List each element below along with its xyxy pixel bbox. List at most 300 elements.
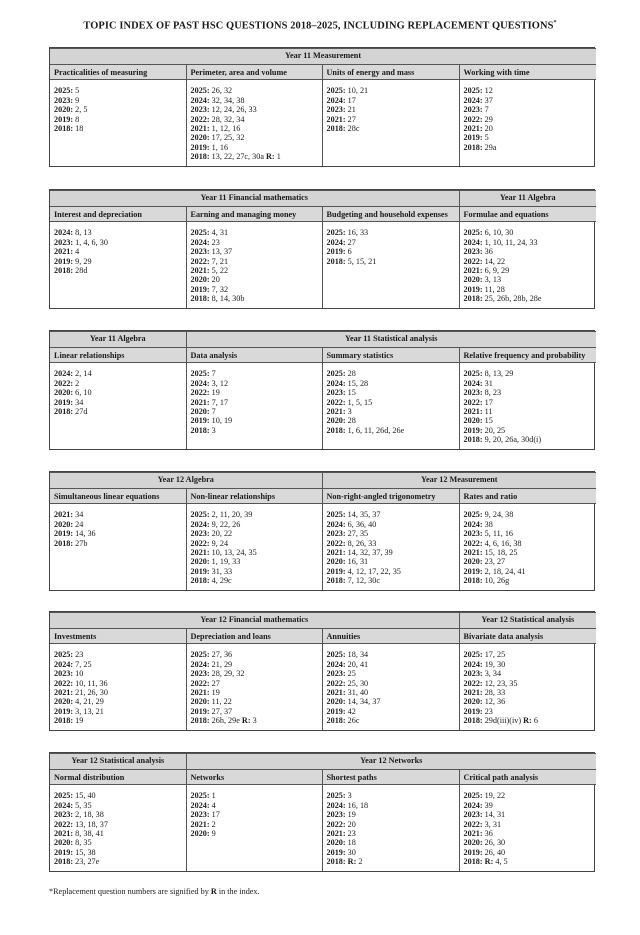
year-entry — [464, 426, 593, 435]
year-label: 2024: — [326, 95, 346, 105]
year-entry — [54, 105, 182, 114]
year-label: 2025: — [463, 369, 483, 379]
year-entry — [54, 801, 182, 810]
question-numbers: 36 — [484, 829, 493, 839]
section-header: Year 12 Statistical analysis — [50, 754, 186, 770]
year-label: 2019: — [326, 566, 346, 576]
year-entry — [327, 838, 455, 847]
year-entry — [54, 379, 182, 388]
question-numbers: 4 — [75, 247, 80, 257]
year-label: 2025: — [190, 228, 210, 238]
question-numbers: 20 — [347, 819, 356, 829]
year-entry — [191, 133, 318, 142]
topic-header: Budgeting and household expenses — [322, 207, 459, 222]
year-label: 2019: — [463, 284, 483, 294]
year-label: 2019: — [326, 706, 346, 716]
year-label: 2019: — [190, 142, 210, 152]
year-entry — [327, 398, 455, 407]
year-entry — [464, 567, 593, 576]
question-list — [186, 644, 322, 730]
year-entry — [464, 510, 593, 519]
year-label: 2020: — [54, 838, 74, 848]
question-numbers: 12 — [484, 86, 493, 96]
year-entry — [54, 510, 182, 519]
question-numbers: 4, 29c — [211, 576, 232, 586]
replacement-label: R: — [523, 716, 532, 726]
year-label: 2020: — [190, 697, 210, 707]
question-numbers: 6 — [533, 716, 538, 726]
question-numbers: 20, 22 — [211, 529, 233, 539]
question-numbers: 2, 5 — [75, 105, 88, 115]
question-numbers: 26c — [347, 716, 360, 726]
year-label: 2023: — [54, 237, 74, 247]
topic-header: Linear relationships — [50, 348, 186, 363]
year-entry — [327, 529, 455, 538]
question-numbers: 31 — [484, 378, 493, 388]
year-entry — [191, 266, 318, 275]
footnote — [49, 887, 260, 896]
year-label: 2021: — [190, 688, 210, 698]
year-entry — [191, 660, 318, 669]
year-label: 2019: — [326, 847, 346, 857]
topic-table — [50, 48, 596, 166]
question-numbers: 23 — [75, 650, 84, 660]
year-label: 2022: — [190, 114, 210, 124]
question-list — [50, 644, 186, 730]
year-label: 2022: — [326, 397, 346, 407]
topic-header: Interest and depreciation — [50, 207, 186, 222]
year-entry — [54, 398, 182, 407]
question-numbers: 2, 14 — [75, 369, 92, 379]
year-label: 2025: — [190, 369, 210, 379]
year-label: 2019: — [54, 397, 74, 407]
year-label: 2024: — [463, 800, 483, 810]
question-numbers: 4, 31 — [211, 228, 229, 238]
question-list — [50, 363, 186, 449]
year-entry — [464, 679, 593, 688]
question-numbers: 28, 33 — [484, 688, 506, 698]
year-label: 2025: — [326, 86, 346, 96]
year-entry — [191, 294, 318, 303]
question-numbers: 10, 11, 36 — [75, 678, 108, 688]
question-numbers: 25, 26b, 28b, 28e — [484, 294, 542, 304]
question-numbers: 4, 6, 16, 38 — [484, 538, 522, 548]
question-list — [186, 504, 322, 590]
footnote-text-end: in the index. — [216, 887, 260, 896]
question-numbers: 28 — [347, 416, 356, 426]
year-entry — [464, 801, 593, 810]
year-entry — [327, 810, 455, 819]
topic-header: Normal distribution — [50, 770, 186, 785]
year-label: 2025: — [463, 86, 483, 96]
year-label: 2019: — [326, 247, 346, 257]
year-label: 2023: — [326, 105, 346, 115]
year-label: 2024: — [326, 659, 346, 669]
year-label: 2023: — [326, 810, 346, 820]
year-label: 2023: — [54, 669, 74, 679]
question-numbers: 15, 38 — [75, 847, 96, 857]
question-numbers: 28d — [75, 266, 88, 276]
year-entry — [464, 810, 593, 819]
question-numbers: 12, 36 — [484, 697, 506, 707]
year-label: 2022: — [326, 819, 346, 829]
year-entry — [327, 247, 455, 256]
year-entry — [464, 435, 593, 444]
year-label: 2019: — [54, 256, 74, 266]
question-numbers: 1, 12, 16 — [211, 124, 241, 134]
question-numbers: 3, 12 — [211, 378, 229, 388]
year-entry — [191, 679, 318, 688]
year-entry — [191, 688, 318, 697]
year-label: 2019: — [190, 284, 210, 294]
question-numbers: 26, 30 — [484, 838, 506, 848]
year-entry — [464, 520, 593, 529]
question-numbers: 14, 31 — [484, 810, 506, 820]
question-numbers: 27d — [75, 407, 88, 417]
year-entry — [191, 557, 318, 566]
year-label: 2019: — [463, 706, 483, 716]
year-entry — [327, 650, 455, 659]
question-numbers: 16, 31 — [347, 557, 369, 567]
topic-block — [49, 47, 595, 167]
year-label: 2024: — [463, 237, 483, 247]
year-label: 2018: — [54, 857, 74, 867]
year-entry — [464, 857, 593, 866]
question-numbers: 4, 21, 29 — [75, 697, 104, 707]
question-numbers: 14, 34, 37 — [347, 697, 381, 707]
page-title — [0, 20, 640, 31]
year-label: 2020: — [463, 275, 483, 285]
year-entry — [464, 650, 593, 659]
year-entry — [464, 548, 593, 557]
replacement-label: R: — [347, 857, 357, 867]
year-entry — [54, 660, 182, 669]
year-label: 2018: — [190, 716, 210, 726]
question-numbers: 27, 35 — [347, 529, 369, 539]
year-entry — [464, 697, 593, 706]
year-entry — [191, 829, 318, 838]
year-label: 2020: — [463, 838, 483, 848]
year-label: 2020: — [54, 388, 74, 398]
question-numbers: 19 — [75, 716, 84, 726]
year-entry — [464, 688, 593, 697]
question-numbers: 14, 35, 37 — [347, 510, 381, 520]
year-label: 2023: — [326, 388, 346, 398]
year-label: 2021: — [190, 819, 210, 829]
question-numbers: 8, 35 — [75, 838, 92, 848]
question-numbers: 8, 13, 29 — [484, 369, 514, 379]
year-entry — [327, 829, 455, 838]
section-header: Year 12 Statistical analysis — [459, 613, 596, 629]
year-entry — [191, 576, 318, 585]
question-numbers: 27 — [347, 237, 356, 247]
year-label: 2020: — [190, 829, 210, 839]
year-label: 2019: — [54, 706, 74, 716]
question-numbers: 7, 25 — [75, 659, 92, 669]
year-label: 2020: — [326, 416, 346, 426]
question-numbers: 23 — [211, 237, 220, 247]
question-numbers: 21, 26, 30 — [75, 688, 108, 698]
question-numbers: 4 — [211, 800, 216, 810]
year-entry — [327, 539, 455, 548]
question-numbers: 27 — [347, 114, 356, 124]
year-label: 2020: — [190, 407, 210, 417]
question-numbers: 2 — [211, 819, 216, 829]
question-numbers: 31, 40 — [347, 688, 369, 698]
question-numbers: 8, 26, 33 — [347, 538, 377, 548]
question-numbers: 1, 19, 33 — [211, 557, 241, 567]
year-label: 2018: — [54, 266, 74, 276]
year-label: 2025: — [463, 228, 483, 238]
topic-header: Networks — [186, 770, 322, 785]
question-numbers: 7 — [211, 407, 216, 417]
topic-header: Units of energy and mass — [322, 65, 459, 80]
year-label: 2021: — [190, 266, 210, 276]
year-label: 2024: — [54, 369, 74, 379]
year-label: 2024: — [463, 95, 483, 105]
question-numbers: 16, 18 — [347, 800, 369, 810]
year-entry — [54, 529, 182, 538]
year-entry — [54, 688, 182, 697]
year-entry — [327, 688, 455, 697]
question-numbers: 27, 37 — [211, 706, 233, 716]
year-label: 2018: — [326, 124, 346, 134]
question-numbers: 7 — [211, 369, 216, 379]
year-label: 2024: — [190, 378, 210, 388]
year-label: 2022: — [463, 397, 483, 407]
year-entry — [191, 416, 318, 425]
footnote-text: *Replacement question numbers are signified by — [49, 887, 211, 896]
year-label: 2022: — [54, 678, 74, 688]
year-entry — [191, 650, 318, 659]
year-entry — [327, 86, 455, 95]
year-label: 2018: — [54, 538, 74, 548]
year-label: 2018: — [190, 576, 210, 586]
year-label: 2019: — [190, 416, 210, 426]
question-numbers: 27b — [75, 538, 88, 548]
question-numbers: 10 — [75, 669, 84, 679]
question-numbers: 3 — [211, 425, 216, 435]
year-label: 2021: — [326, 407, 346, 417]
year-entry — [327, 369, 455, 378]
year-entry — [327, 707, 455, 716]
question-numbers: 6 — [347, 247, 352, 257]
question-numbers: 15, 18, 25 — [484, 548, 518, 558]
year-entry — [54, 520, 182, 529]
question-numbers: 16, 33 — [347, 228, 369, 238]
year-label: 2024: — [463, 519, 483, 529]
topic-header: Data analysis — [186, 348, 322, 363]
year-label: 2018: — [463, 576, 483, 586]
topic-table — [50, 753, 596, 871]
year-label: 2019: — [54, 529, 74, 539]
year-entry — [327, 238, 455, 247]
section-header: Year 12 Measurement — [322, 473, 596, 489]
year-entry — [327, 848, 455, 857]
year-label: 2020: — [463, 557, 483, 567]
year-label: 2025: — [190, 650, 210, 660]
year-entry — [191, 810, 318, 819]
year-label: 2025: — [463, 650, 483, 660]
question-numbers: 19 — [347, 810, 356, 820]
year-entry — [54, 96, 182, 105]
year-entry — [327, 124, 455, 133]
year-label: 2023: — [463, 247, 483, 257]
question-numbers: 26h, 29e — [211, 716, 240, 726]
question-numbers: 17 — [484, 397, 493, 407]
question-numbers: 15 — [347, 388, 356, 398]
question-numbers: 17 — [347, 95, 356, 105]
year-label: 2023: — [326, 529, 346, 539]
question-numbers: 15 — [484, 416, 493, 426]
question-numbers: 3, 31 — [484, 819, 502, 829]
question-numbers: 10, 21 — [347, 86, 369, 96]
question-list — [322, 80, 459, 166]
question-list — [459, 222, 596, 308]
year-entry — [327, 679, 455, 688]
year-label: 2025: — [326, 510, 346, 520]
question-numbers: 25 — [347, 669, 356, 679]
title-footnote-mark: * — [553, 20, 557, 26]
year-entry — [327, 379, 455, 388]
year-label: 2020: — [463, 697, 483, 707]
year-entry — [54, 679, 182, 688]
question-numbers: 20 — [211, 275, 220, 285]
year-label: 2022: — [190, 678, 210, 688]
replacement-label: R: — [484, 857, 494, 867]
question-numbers: 7, 32 — [211, 284, 229, 294]
year-label: 2024: — [54, 228, 74, 238]
question-numbers: 3 — [347, 407, 352, 417]
question-numbers: 42 — [347, 706, 356, 716]
year-entry — [464, 133, 593, 142]
question-list — [459, 80, 596, 166]
year-label: 2019: — [463, 425, 483, 435]
question-numbers: 13, 18, 37 — [75, 819, 108, 829]
question-numbers: 19, 22 — [484, 791, 506, 801]
question-numbers: 29d(iii)(iv) — [484, 716, 522, 726]
year-entry — [464, 791, 593, 800]
year-entry — [464, 379, 593, 388]
question-numbers: 34 — [75, 510, 84, 520]
topic-header: Non-right-angled trigonometry — [322, 489, 459, 504]
question-list — [50, 80, 186, 166]
year-entry — [464, 124, 593, 133]
year-label: 2019: — [54, 847, 74, 857]
year-label: 2018: — [190, 294, 210, 304]
year-entry — [191, 567, 318, 576]
question-numbers: 26, 40 — [484, 847, 506, 857]
year-entry — [191, 669, 318, 678]
question-list — [322, 644, 459, 730]
year-entry — [327, 669, 455, 678]
year-entry — [327, 407, 455, 416]
question-numbers: 1, 10, 11, 24, 33 — [484, 237, 538, 247]
year-label: 2018: — [463, 435, 483, 445]
question-list — [186, 222, 322, 308]
question-numbers: 5, 11, 16 — [484, 529, 514, 539]
question-numbers: 23 — [347, 829, 356, 839]
year-label: 2019: — [463, 566, 483, 576]
year-label: 2023: — [54, 95, 74, 105]
question-numbers: 31, 33 — [211, 566, 233, 576]
topic-header: Perimeter, area and volume — [186, 65, 322, 80]
year-label: 2018: — [54, 716, 74, 726]
year-label: 2019: — [463, 847, 483, 857]
year-entry — [327, 697, 455, 706]
year-label: 2021: — [463, 407, 483, 417]
year-entry — [327, 801, 455, 810]
year-label: 2021: — [326, 688, 346, 698]
year-label: 2023: — [463, 105, 483, 115]
year-entry — [327, 660, 455, 669]
topic-header: Practicalities of measuring — [50, 65, 186, 80]
question-numbers: 1, 5, 15 — [347, 397, 373, 407]
year-label: 2022: — [190, 256, 210, 266]
question-numbers: 9 — [75, 95, 80, 105]
topic-header: Annuities — [322, 629, 459, 644]
question-numbers: 8 — [75, 114, 80, 124]
year-label: 2021: — [190, 124, 210, 134]
year-entry — [54, 369, 182, 378]
section-header: Year 11 Algebra — [50, 332, 186, 348]
question-list — [186, 363, 322, 449]
year-entry — [464, 660, 593, 669]
question-numbers: 13, 22, 27c, 30a — [211, 152, 264, 162]
section-header: Year 11 Algebra — [459, 191, 596, 207]
question-numbers: 21 — [347, 105, 356, 115]
year-label: 2022: — [190, 538, 210, 548]
year-entry — [464, 398, 593, 407]
year-label: 2021: — [54, 688, 74, 698]
year-label: 2024: — [326, 237, 346, 247]
year-label: 2020: — [54, 105, 74, 115]
year-entry — [327, 426, 455, 435]
topic-header: Relative frequency and probability — [459, 348, 596, 363]
year-label: 2025: — [54, 650, 74, 660]
section-header: Year 11 Statistical analysis — [186, 332, 596, 348]
year-entry — [191, 275, 318, 284]
question-list — [459, 363, 596, 449]
year-label: 2024: — [190, 659, 210, 669]
year-label: 2018: — [326, 857, 346, 867]
question-numbers: 39 — [484, 800, 493, 810]
year-entry — [327, 416, 455, 425]
question-numbers: 9, 22, 26 — [211, 519, 241, 529]
question-list — [322, 222, 459, 308]
year-entry — [464, 266, 593, 275]
year-label: 2020: — [326, 838, 346, 848]
year-entry — [464, 275, 593, 284]
topic-block — [49, 330, 595, 450]
year-entry — [191, 369, 318, 378]
year-entry — [327, 548, 455, 557]
year-label: 2020: — [54, 697, 74, 707]
year-label: 2021: — [54, 829, 74, 839]
year-entry — [54, 124, 182, 133]
question-numbers: 6, 9, 29 — [484, 266, 510, 276]
year-label: 2025: — [326, 650, 346, 660]
year-label: 2025: — [190, 510, 210, 520]
question-numbers: 2, 18, 24, 41 — [484, 566, 526, 576]
question-numbers: 2, 11, 20, 39 — [211, 510, 253, 520]
question-numbers: 8, 14, 30b — [211, 294, 245, 304]
year-label: 2022: — [326, 538, 346, 548]
question-numbers: 36 — [484, 247, 493, 257]
question-numbers: 9, 24, 38 — [484, 510, 514, 520]
question-numbers: 25, 30 — [347, 678, 369, 688]
question-numbers: 34 — [75, 397, 84, 407]
